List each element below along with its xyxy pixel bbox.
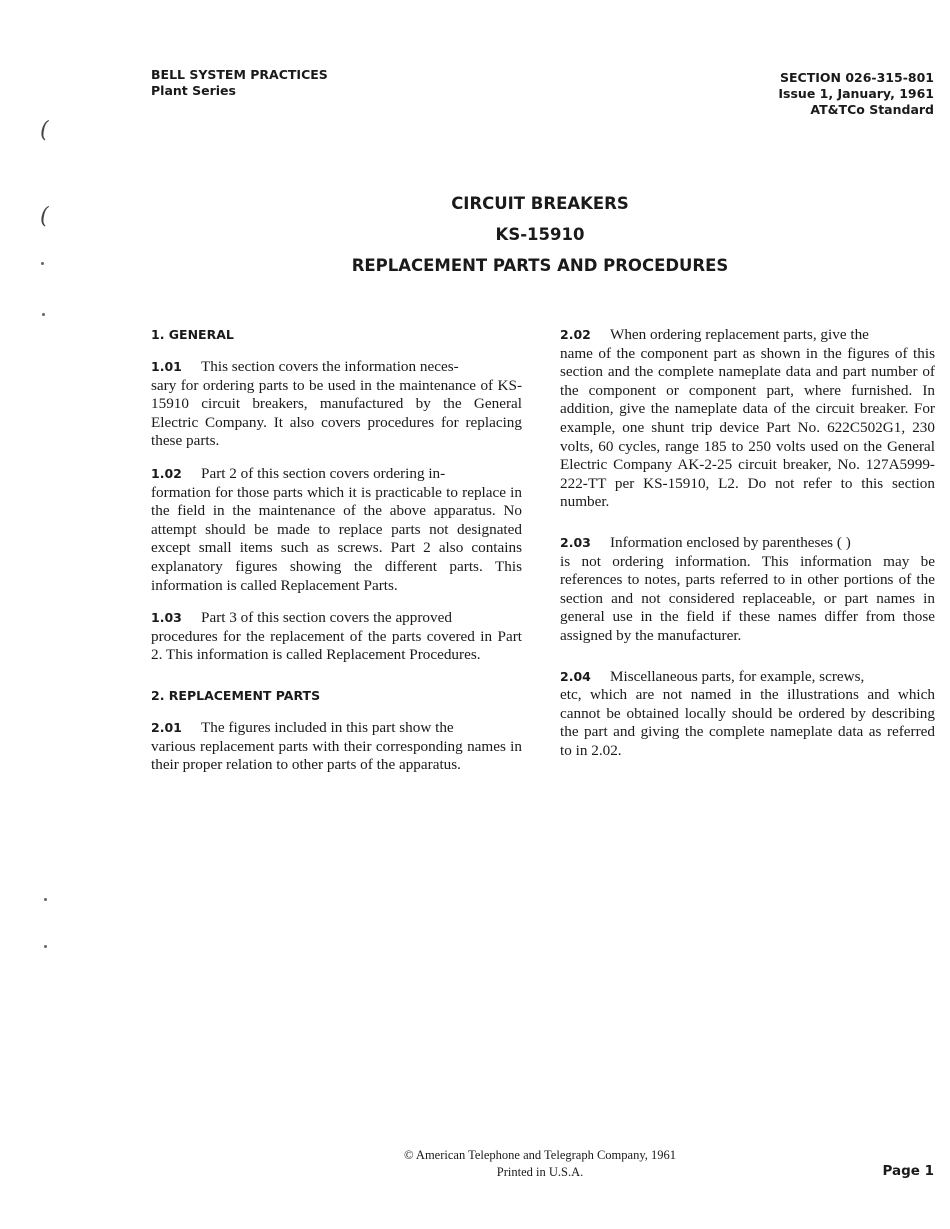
paragraph-number: 2.01 — [151, 719, 182, 735]
paragraph-2-01 — [151, 719, 522, 775]
title-line-1: CIRCUIT BREAKERS — [451, 194, 629, 213]
paragraph-1-01 — [151, 358, 522, 451]
paragraph-body: procedures for the replacement of the parts covered in Part 2. This information is called Replacement Procedures. — [151, 627, 522, 664]
paragraph-first-line: This section covers the information neces- — [201, 358, 459, 375]
paragraph-number: 1.02 — [151, 465, 182, 481]
paragraph-first-line: When ordering replacement parts, give the — [610, 326, 869, 343]
paragraph-2-04 — [560, 668, 935, 761]
margin-dot — [44, 945, 47, 948]
page-number: Page 1 — [882, 1163, 934, 1179]
series-name: Plant Series — [151, 83, 236, 98]
paragraph-number: 1.01 — [151, 359, 182, 374]
header-right — [778, 70, 934, 118]
paragraph-body: is not ordering information. This information may be references to notes, parts referred to in other portions of the section and not considered replaceable, or part names in general use in the field if these names differ from those assigned by the manufacturer. — [560, 552, 935, 644]
margin-mark: ( — [40, 118, 49, 143]
paragraph-number: 2.04 — [560, 668, 591, 684]
footer — [0, 1147, 950, 1181]
header-left — [151, 67, 328, 99]
paragraph-body: name of the component part as shown in the figures of this section and the complete nameplate data and part number of the component or component part, where furnished. In addition, give the nameplate data of the circuit breaker. For example, one shunt trip device Part No. 622C502G1, 230 volts, 60 cycles, range 185 to 250 volts used on the General Electric Company AK-2-25 circuit breaker, No. 127A5999-222-TT per KS-15910, L2. Do not refer to this section number. — [560, 344, 935, 511]
paragraph-first-line: Part 3 of this section covers the approved — [201, 609, 452, 627]
paragraph-first-line: The figures included in this part show the — [201, 718, 454, 736]
paragraph-first-line: Information enclosed by parentheses ( ) — [610, 533, 851, 551]
paragraph-1-02 — [151, 465, 522, 595]
paragraph-body: various replacement parts with their corresponding names in their proper relation to other parts of the apparatus. — [151, 737, 522, 774]
margin-mark: ( — [40, 204, 49, 229]
section-number: SECTION 026-315-801 — [780, 70, 934, 85]
right-column — [560, 326, 935, 774]
paragraph-number: 2.03 — [560, 534, 591, 550]
paragraph-body: formation for those parts which it is practicable to replace in the field in the maintenance of the above apparatus. No attempt should be made to replace parts not designated except small items such as screws. Part 2 also contains explanatory figures showing the different parts. This information is called Replacement Parts. — [151, 483, 522, 594]
paragraph-1-03 — [151, 609, 522, 665]
section-heading-general: 1. GENERAL — [151, 327, 234, 342]
copyright-notice: © American Telephone and Telegraph Company, 1961 — [403, 1148, 677, 1162]
paragraph-first-line: Part 2 of this section covers ordering in- — [201, 464, 446, 482]
section-heading-replacement-parts: 2. REPLACEMENT PARTS — [151, 687, 321, 703]
standard-label: AT&TCo Standard — [810, 102, 934, 117]
printed-notice: Printed in U.S.A. — [496, 1165, 584, 1179]
paragraph-2-02 — [560, 326, 935, 512]
issue-date: Issue 1, January, 1961 — [778, 86, 934, 101]
margin-dot — [44, 898, 47, 901]
title-line-2: KS-15910 — [495, 225, 585, 244]
publication-name: BELL SYSTEM PRACTICES — [151, 67, 328, 82]
paragraph-first-line: Miscellaneous parts, for example, screws, — [610, 667, 865, 685]
paragraph-number: 2.02 — [560, 327, 591, 342]
paragraph-number: 1.03 — [151, 610, 182, 626]
paragraph-body: etc, which are not named in the illustrations and which cannot be obtained locally should be ordered by describing the part and giving the complete nameplate data as referred to in 2.02. — [560, 686, 935, 759]
left-column — [151, 326, 522, 789]
paragraph-body: sary for ordering parts to be used in the maintenance of KS-15910 circuit breakers, manufactured by the General Electric Company. It also covers procedures for replacing these parts. — [151, 376, 522, 450]
title-line-3: REPLACEMENT PARTS AND PROCEDURES — [351, 256, 729, 275]
document-title — [0, 188, 950, 281]
paragraph-2-03 — [560, 534, 935, 646]
margin-dot — [42, 313, 45, 316]
